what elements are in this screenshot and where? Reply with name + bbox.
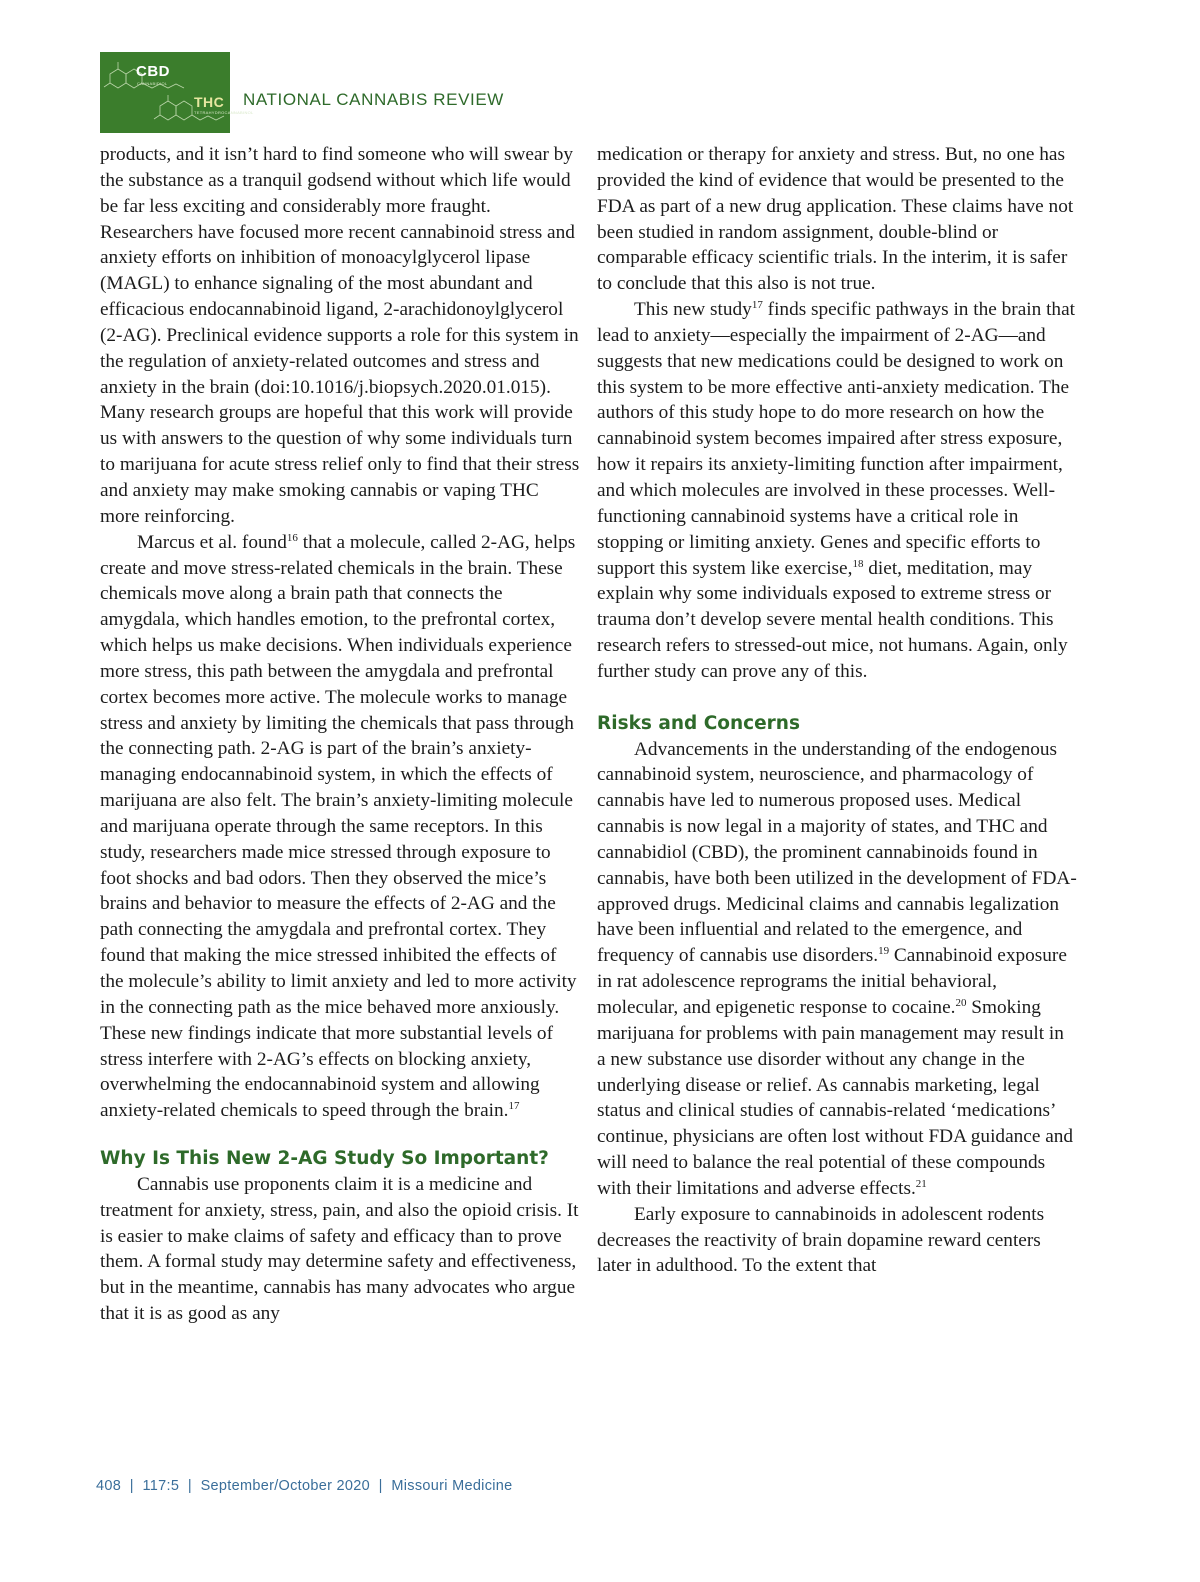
paragraph <box>100 142 580 530</box>
citation-ref: 18 <box>852 557 864 570</box>
paragraph-text: medication or therapy for anxiety and stress. But, no one has provided the kind of evidence that would be presented to the FDA as part of a new drug application. These claims have not been studied in random assignment, double-blind or comparable efficacy scientific trials. In the interim, it is safer to conclude that this also is not true. <box>597 144 1074 295</box>
paragraph-text: that a molecule, called 2-AG, helps create and move stress-related chemicals in the brain. These chemicals move along a brain path that connects the amygdala, which handles emotion, to the prefrontal cortex, which helps us make decisions. When individuals experience more stress, this path between the amygdala and prefrontal cortex becomes more active. The molecule works to manage stress and anxiety by limiting the chemicals that pass through the connecting path. 2-AG is part of the brain’s anxiety-managing endocannabinoid system, in which the effects of marijuana are also felt. The brain’s anxiety-limiting molecule and marijuana operate through the same receptors. In this study, researchers made mice stressed through exposure to foot shocks and bad odors. Then they observed the mice’s brains and behavior to measure the effects of 2-AG and the path connecting the amygdala and prefrontal cortex. They found that making the mice stressed inhibited the effects of the molecule’s ability to limit anxiety and led to more activity in the connecting path as the mice behaved more anxiously. These new findings indicate that more substantial levels of stress interfere with 2-AG’s effects on blocking anxiety, overwhelming the endocannabinoid system and allowing anxiety-related chemicals to speed through the brain. <box>100 531 577 1122</box>
paragraph <box>597 737 1077 1202</box>
paragraph-text: Smoking marijuana for problems with pain management may result in a new substance use disorder without any change in the underlying disease or relief. As cannabis marketing, legal status and clinical studies of cannabis-related ‘medications’ continue, physicians are often lost without FDA guidance and will need to balance the real potential of these compounds with their limitations and adverse effects. <box>597 997 1074 1199</box>
paragraph-text: products, and it isn’t hard to find someone who will swear by the substance as a tranquil godsend without which life would be far less exciting and considerably more fraught. Researchers have focused more recent cannabinoid stress and anxiety efforts on inhibition of monoacylglycerol lipase (MAGL) to enhance signaling of the most abundant and efficacious endocannabinoid ligand, 2-arachidonoylglycerol (2-AG). Preclinical evidence supports a role for this system in the regulation of anxiety-related outcomes and stress and anxiety in the brain (doi:10.1016/j.biopsych.2020.01.015). Many research groups are hopeful that this work will provide us with answers to the question of why some individuals turn to marijuana for acute stress relief only to find that their stress and anxiety may make smoking cannabis or vaping THC more reinforcing. <box>100 144 580 527</box>
logo-thc-text: THC <box>194 94 225 110</box>
paragraph-text: Advancements in the understanding of the endogenous cannabinoid system, neuroscience, and pharmacology of cannabis have led to numerous proposed uses. Medical cannabis is now legal in a majority of states, and THC and cannabidiol (CBD), the prominent cannabinoids found in cannabis, have both been utilized in the development of FDA-approved drugs. Medicinal claims and cannabis legalization have been influential and related to the emergence, and frequency of cannabis use disorders. <box>597 738 1077 967</box>
citation-ref: 19 <box>878 945 890 958</box>
paragraph <box>597 297 1077 685</box>
citation-ref: 17 <box>751 299 763 312</box>
logo-thc-subtext: TETRAHYDROCANNABINOL <box>194 110 254 115</box>
journal-logo <box>100 52 254 133</box>
paragraph-text: Early exposure to cannabinoids in adolescent rodents decreases the reactivity of brain dopamine reward centers later in adulthood. To the extent that <box>597 1203 1045 1277</box>
citation-ref: 20 <box>955 997 967 1009</box>
citation-ref: 17 <box>508 1100 520 1113</box>
paragraph-text: diet, meditation, may explain why some individuals exposed to extreme stress or trauma don’t develop severe mental health conditions. This research refers to stressed-out mice, not humans. Again, only further study can prove any of this. <box>597 557 1068 682</box>
publication-title: NATIONAL CANNABIS REVIEW <box>243 90 504 109</box>
section-heading: Risks and Concerns <box>597 712 800 734</box>
paragraph <box>597 142 1077 297</box>
paragraph <box>597 1202 1077 1280</box>
paragraph-text: Cannabis use proponents claim it is a medicine and treatment for anxiety, stress, pain, and also the opioid crisis. It is easier to make claims of safety and efficacy than to prove them. A formal study may determine safety and effectiveness, but in the meantime, cannabis has many advocates who argue that it is as good as any <box>100 1173 579 1325</box>
citation-ref: 16 <box>286 531 298 544</box>
right-column <box>597 142 1077 1279</box>
paragraph-text: Cannabinoid exposure in rat adolescence reprograms the initial behavioral, molecular, and epigenetic response to cocaine. <box>597 945 1067 1018</box>
paragraph <box>100 1172 580 1327</box>
page-footer: 408 | 117:5 | September/October 2020 | Missouri Medicine <box>96 1478 513 1494</box>
paragraph-text: Marcus et al. found <box>137 531 287 553</box>
paragraph-text: This new study <box>634 299 752 321</box>
paragraph-text: finds specific pathways in the brain that lead to anxiety—especially the impairment of 2-AG—and suggests that new medications could be designed to work on this system to be more effective anti-anxiety medication. The authors of this study hope to do more research on how the cannabinoid system becomes impaired after stress exposure, how it repairs its anxiety-limiting function after impairment, and which molecules are involved in these processes. Well-functioning cannabinoid systems have a critical role in stopping or limiting anxiety. Genes and specific efforts to support this system like exercise, <box>597 299 1075 579</box>
left-column <box>100 142 580 1327</box>
logo-cbd-text: CBD <box>136 63 170 80</box>
citation-ref: 21 <box>915 1177 927 1190</box>
logo-cbd-subtext: CANNABIDIOL <box>137 81 168 86</box>
section-heading: Why Is This New 2-AG Study So Important? <box>100 1148 549 1170</box>
paragraph <box>100 530 580 1124</box>
